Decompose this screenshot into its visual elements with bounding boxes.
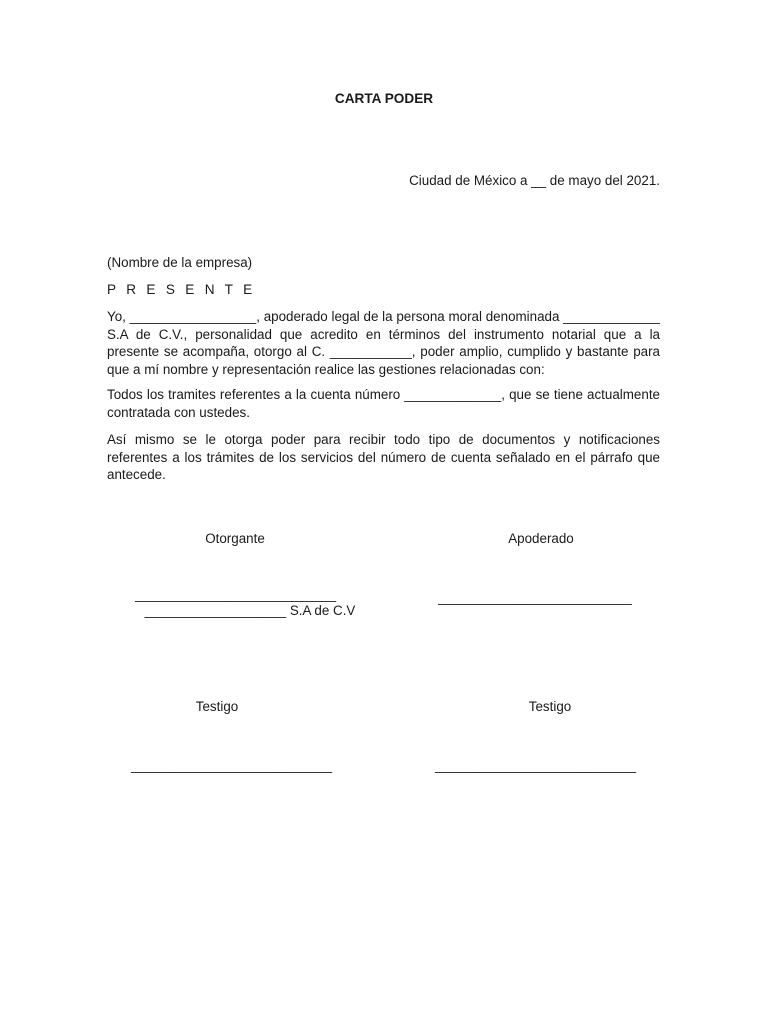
document-title: CARTA PODER bbox=[334, 91, 434, 106]
testigo-1-signature-line: ___________________________ bbox=[131, 758, 333, 773]
paragraph-account-procedures: Todos los tramites referentes a la cuenta número _____________, que se tiene actualmente contratada con ustedes. bbox=[107, 387, 660, 420]
recipient-line: (Nombre de la empresa) bbox=[107, 255, 253, 270]
salutation: P R E S E N T E bbox=[107, 282, 256, 297]
paragraph-document-reception: Así mismo se le otorga poder para recibir todo tipo de documentos y notificaciones referentes a los trámites de los servicios del número de cuenta señalado en el párrafo que antecede. bbox=[107, 432, 660, 482]
testigo-2-signature-line: ___________________________ bbox=[435, 758, 637, 773]
otorgante-signature-line: ___________________________ bbox=[135, 587, 337, 602]
paragraph-grant-of-power: Yo, _________________, apoderado legal de la persona moral denominada _____________ S.A de C.V., personalidad que acredito en términos del instrumento notarial que a la presente se acompaña, otorgo al C. ___________, poder amplio, cumplido y bastante para que a mí nombre y representación realice las gestiones relacionadas con: bbox=[107, 309, 660, 377]
otorgante-label: Otorgante bbox=[205, 531, 265, 546]
date-line: Ciudad de México a __ de mayo del 2021. bbox=[409, 173, 660, 188]
testigo-2-label: Testigo bbox=[528, 699, 572, 714]
testigo-1-label: Testigo bbox=[195, 699, 239, 714]
apoderado-signature-line: __________________________ bbox=[438, 590, 632, 605]
apoderado-label: Apoderado bbox=[508, 531, 574, 546]
otorgante-company-line: ___________________ S.A de C.V bbox=[144, 603, 356, 618]
